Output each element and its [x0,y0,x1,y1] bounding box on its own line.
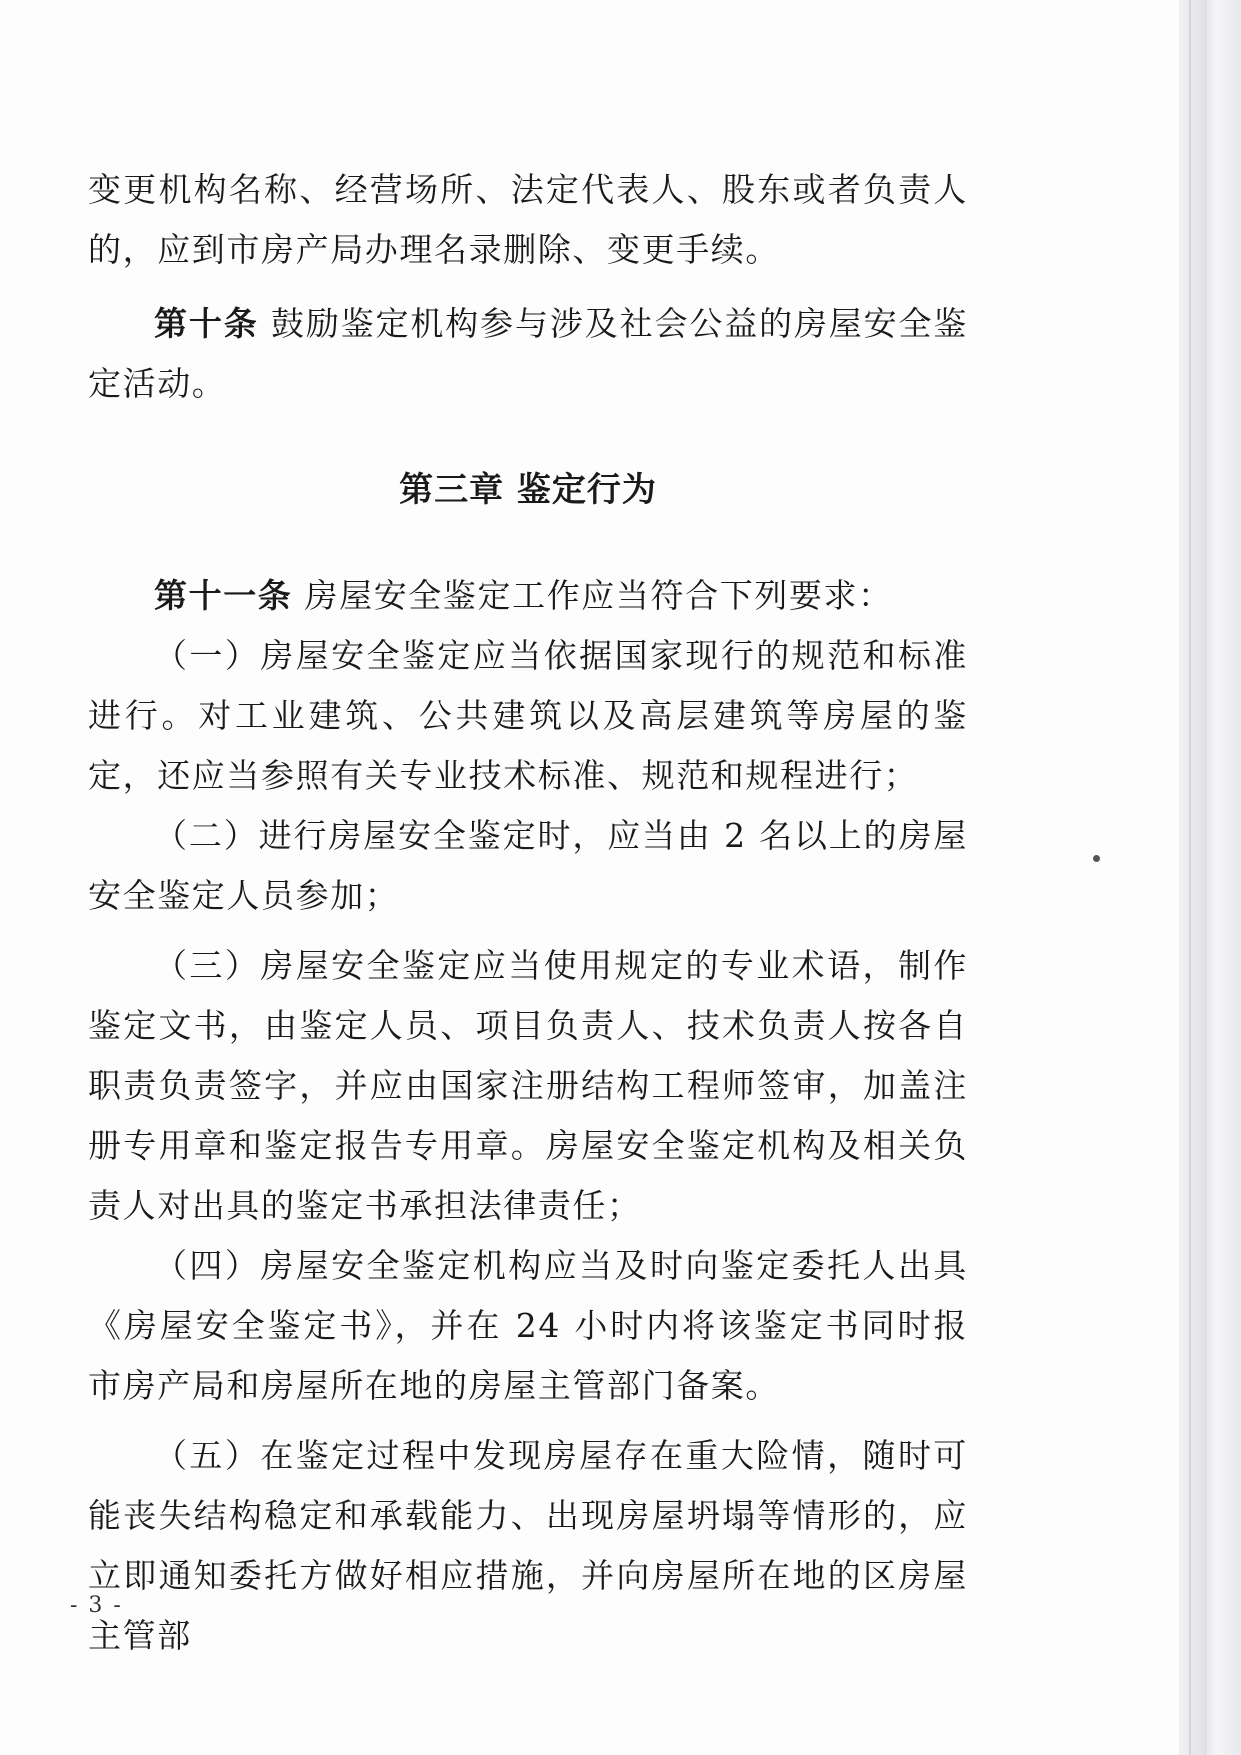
article-10 [88,294,968,414]
article-11-text: 房屋安全鉴定工作应当符合下列要求： [304,576,893,615]
article-11-item-2: （二）进行房屋安全鉴定时，应当由 2 名以上的房屋安全鉴定人员参加； [88,816,968,915]
article-11-heading: 第十一条 [154,576,293,615]
article-11-item-3: （三）房屋安全鉴定应当使用规定的专业术语，制作鉴定文书，由鉴定人员、项目负责人、技术负责人按各自职责负责签字，并应由国家注册结构工程师签审，加盖注册专用章和鉴定报告专用章。房屋安全鉴定机构及相关负责人对出具的鉴定书承担法律责任； [88,946,968,1225]
article-11-item-4: （四）房屋安全鉴定机构应当及时向鉴定委托人出具《房屋安全鉴定书》，并在 24 小时内将该鉴定书同时报市房产局和房屋所在地的房屋主管部门备案。 [88,1246,968,1405]
chapter-3-title: 第三章 鉴定行为 [399,470,657,510]
page-number: - 3 - [70,1593,123,1618]
page-stack-edge [1179,0,1241,1755]
document-body [88,160,968,1666]
article-11 [88,566,968,626]
article-10-text: 鼓励鉴定机构参与涉及社会公益的房屋安全鉴定活动。 [88,304,969,403]
scan-speck [1093,855,1100,862]
article-10-heading: 第十条 [154,304,259,343]
article-11-item-5: （五）在鉴定过程中发现房屋存在重大险情，随时可能丧失结构稳定和承载能力、出现房屋坍塌等情形的，应立即通知委托方做好相应措施，并向房屋所在地的区房屋主管部 [88,1436,968,1655]
intro-paragraph: 变更机构名称、经营场所、法定代表人、股东或者负责人的，应到市房产局办理名录删除、变更手续。 [88,170,968,269]
article-11-item-1: （一）房屋安全鉴定应当依据国家现行的规范和标准进行。对工业建筑、公共建筑以及高层建筑等房屋的鉴定，还应当参照有关专业技术标准、规范和规程进行； [88,636,968,795]
